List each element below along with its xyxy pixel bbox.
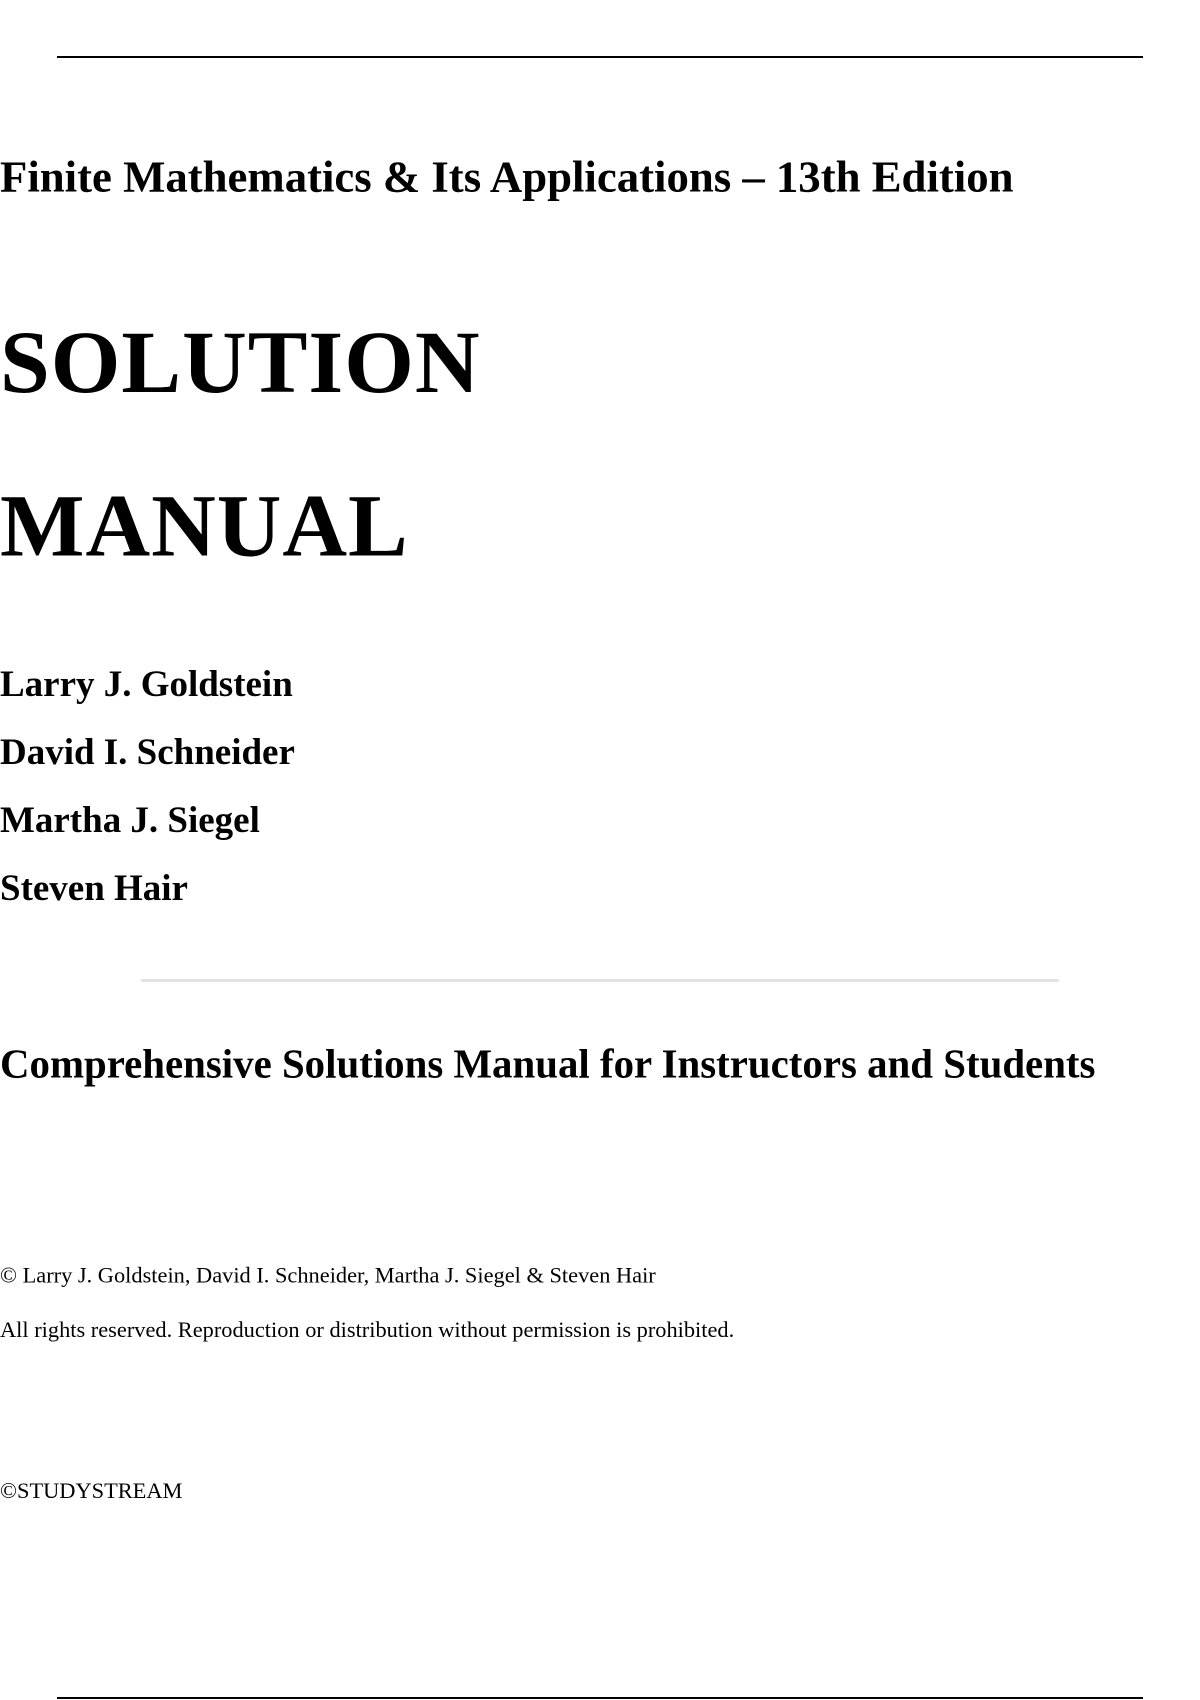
- heading-manual: MANUAL: [0, 475, 409, 576]
- author-name: Steven Hair: [0, 868, 188, 909]
- section-divider: [141, 979, 1059, 982]
- bottom-rule: [57, 1697, 1143, 1699]
- watermark-text: ©STUDYSTREAM: [0, 1478, 183, 1503]
- author-name: David I. Schneider: [0, 731, 295, 773]
- author-list: [0, 650, 1200, 922]
- heading-solution: SOLUTION: [0, 312, 481, 412]
- copyright-notice: © Larry J. Goldstein, David I. Schneider, Martha J. Siegel & Steven Hair: [0, 1263, 656, 1288]
- subtitle: Comprehensive Solutions Manual for Instructors and Students: [0, 1042, 1096, 1088]
- author-name: Larry J. Goldstein: [0, 663, 293, 705]
- book-title: Finite Mathematics & Its Applications – 13th Edition: [0, 151, 1014, 202]
- author-name: Martha J. Siegel: [0, 799, 260, 841]
- rights-notice: All rights reserved. Reproduction or distribution without permission is prohibited.: [0, 1317, 735, 1343]
